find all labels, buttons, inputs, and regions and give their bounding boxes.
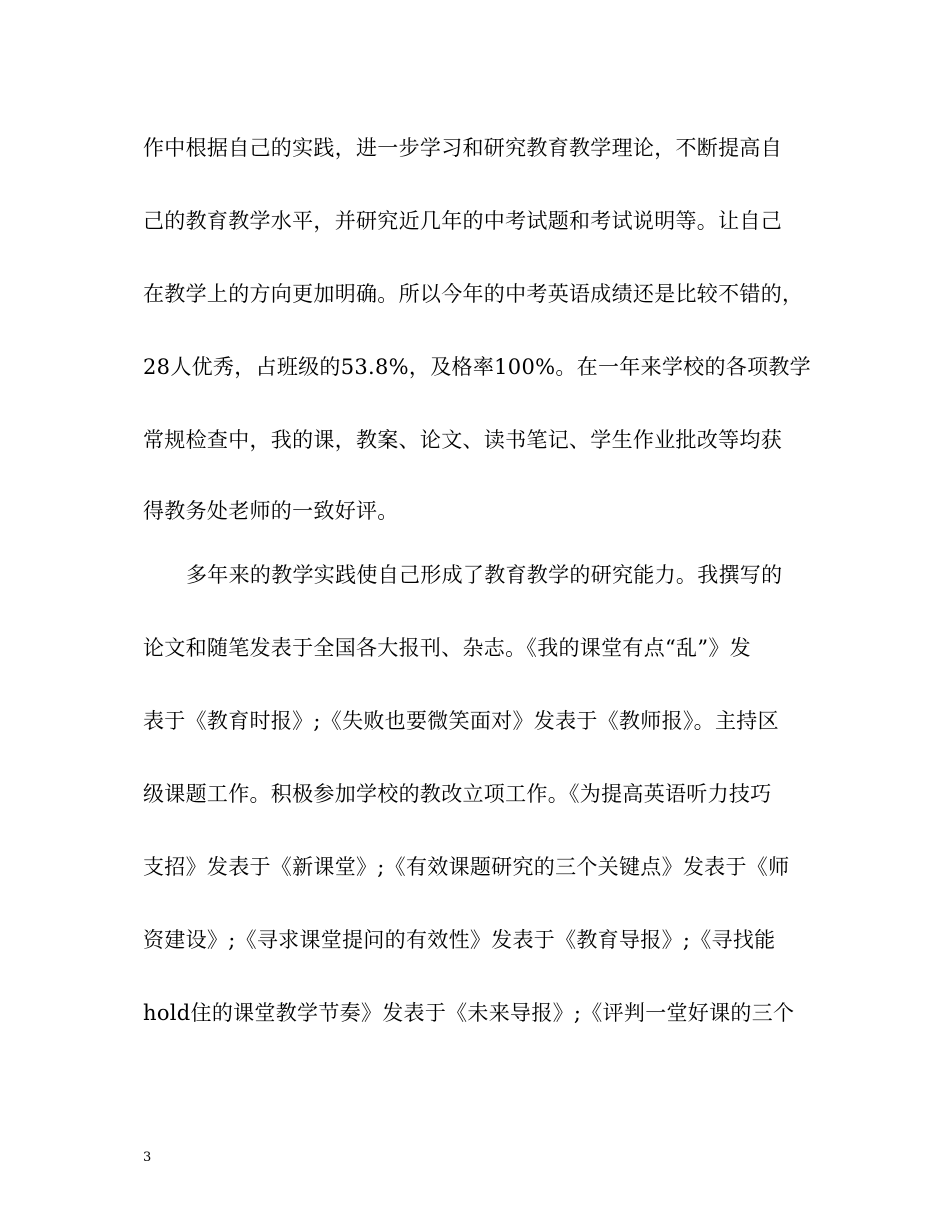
text-line: 级课题工作。积极参加学校的教改立项工作。《为提高英语听力技巧	[143, 782, 772, 806]
text-line: 表于《教育时报》;《失败也要微笑面对》发表于《教师报》。主持区	[143, 709, 779, 733]
text-line: 28人优秀，占班级的53.8%，及格率100%。在一年来学校的各项教学	[143, 355, 811, 379]
text-line: 资建设》;《寻求课堂提问的有效性》发表于《教育导报》;《寻找能	[143, 928, 776, 952]
text-line: hold住的课堂教学节奏》发表于《未来导报》;《评判一堂好课的三个	[143, 1001, 795, 1025]
text-line: 常规检查中，我的课，教案、论文、读书笔记、学生作业批改等均获	[143, 428, 782, 452]
text-line: 作中根据自己的实践，进一步学习和研究教育教学理论，不断提高自	[143, 136, 782, 160]
text-line: 在教学上的方向更加明确。所以今年的中考英语成绩还是比较不错的，	[143, 282, 804, 306]
page-number: 3	[143, 1150, 152, 1165]
text-line: 论文和随笔发表于全国各大报刊、杂志。《我的课堂有点“乱”》发	[143, 636, 751, 660]
text-line: 己的教育教学水平，并研究近几年的中考试题和考试说明等。让自己	[143, 209, 782, 233]
text-line: 支招》发表于《新课堂》;《有效课题研究的三个关键点》发表于《师	[143, 855, 790, 879]
text-line: 得教务处老师的一致好评。	[143, 499, 399, 523]
paragraph-first-line: 多年来的教学实践使自己形成了教育教学的研究能力。我撰写的	[186, 563, 783, 587]
